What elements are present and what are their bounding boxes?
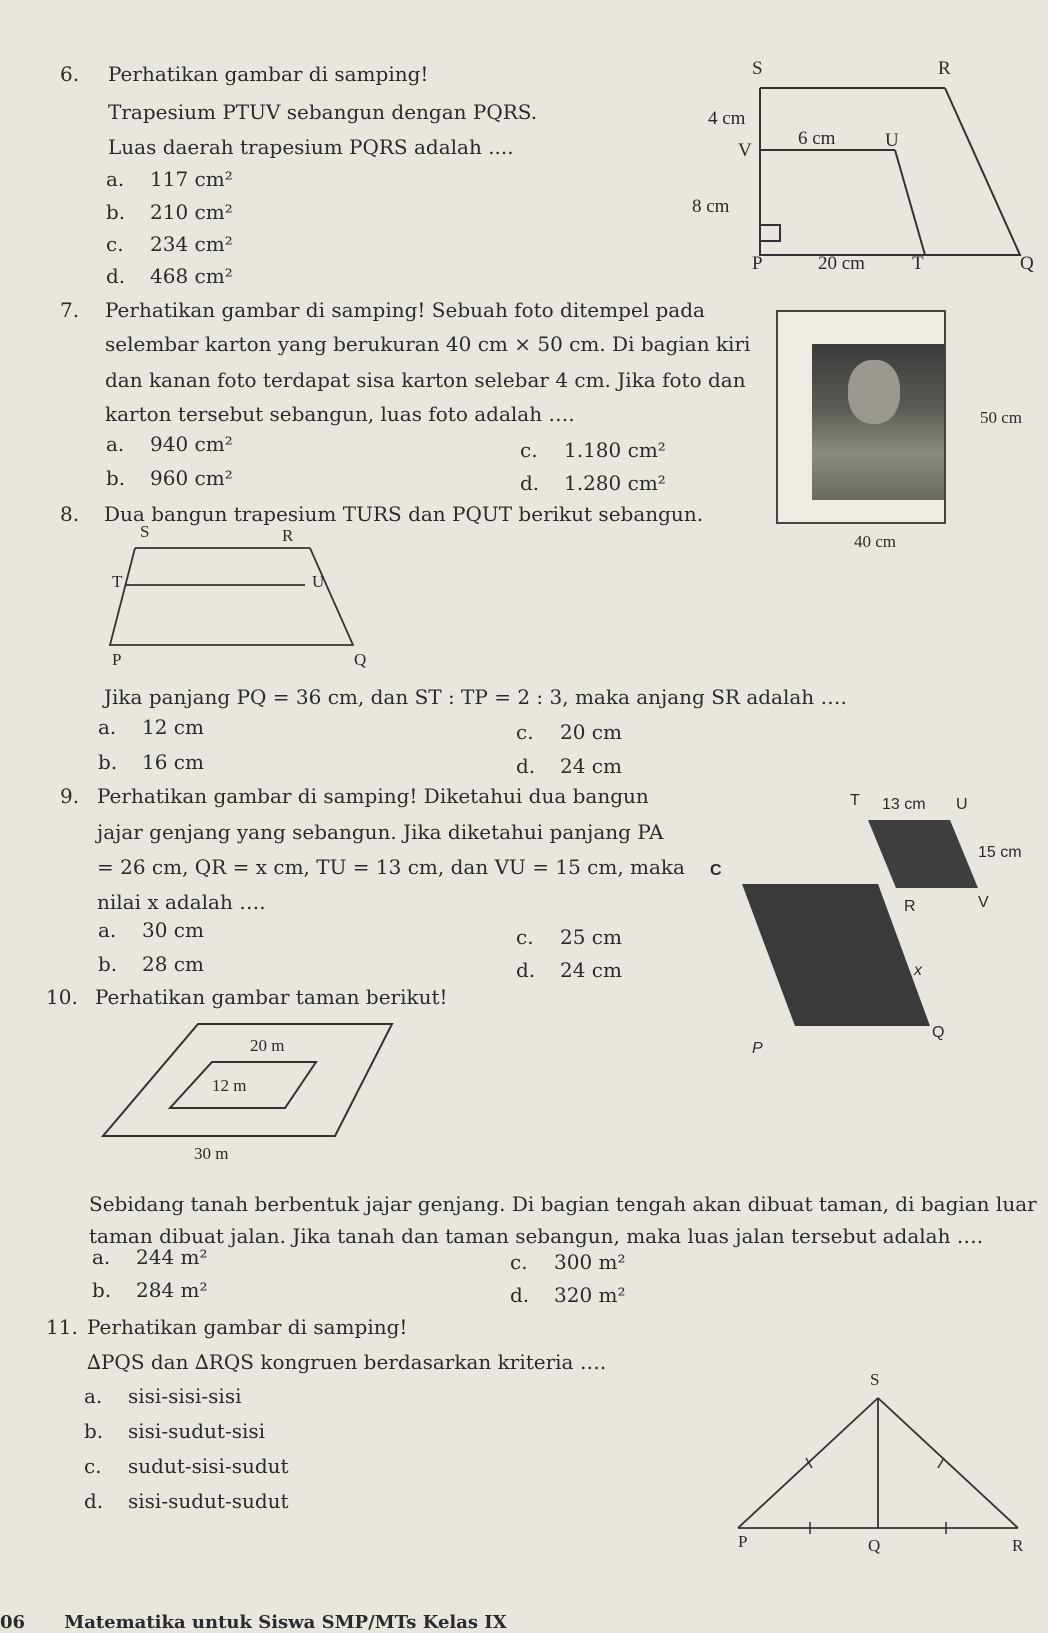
label-inner: 12 m [212,1076,247,1095]
question-number: 6. [60,62,80,86]
label-s: S [140,522,150,541]
option-c[interactable]: c. sudut-sisi-sudut [84,1454,289,1478]
label-height: 50 cm [980,408,1023,427]
book-title: Matematika untuk Siswa SMP/MTs Kelas IX [64,1612,507,1633]
question-text: Perhatikan gambar di samping! [108,62,429,86]
label-bottom: 30 m [194,1144,229,1163]
label-r: R [938,58,951,79]
label-width: 40 cm [854,532,897,551]
question-text: selembar karton yang berukuran 40 cm × 50 cm. Di bagian kiri [105,332,751,356]
question-text: Trapesium PTUV sebangun dengan PQRS. [108,100,538,124]
label-s: S [752,58,763,79]
option-b[interactable]: b. 16 cm [98,750,204,774]
label-q: Q [354,650,367,669]
question-text: Dua bangun trapesium TURS dan PQUT berikut sebangun. [104,502,704,526]
option-a[interactable]: a. 244 m² [92,1245,208,1269]
question-text: Luas daerah trapesium PQRS adalah .... [108,135,514,159]
option-d[interactable]: d. 24 cm [516,754,622,778]
question-text: Jika panjang PQ = 36 cm, dan ST : TP = 2 : 3, maka anjang SR adalah …. [104,685,847,709]
label-c: C [710,862,722,879]
option-c[interactable]: c. 25 cm [516,925,622,949]
label-pv: 8 cm [692,196,730,217]
label-u: U [312,572,325,591]
question-text: Perhatikan gambar taman berikut! [95,985,448,1009]
label-sv: 4 cm [708,108,746,129]
option-d[interactable]: d. sisi-sudut-sudut [84,1489,289,1513]
question-text: jajar genjang yang sebangun. Jika diketahui panjang PA [97,820,664,844]
page-number: 06 [0,1612,26,1633]
label-s: S [870,1370,880,1389]
option-c[interactable]: c. 1.180 cm² [520,438,666,462]
option-b[interactable]: b. 28 cm [98,952,204,976]
label-u: U [956,796,968,813]
label-q: Q [1020,253,1034,274]
option-b[interactable]: b. sisi-sudut-sisi [84,1419,266,1443]
option-a[interactable]: a. 30 cm [98,918,204,942]
option-a[interactable]: a. 12 cm [98,715,204,739]
question-text: taman dibuat jalan. Jika tanah dan taman sebangun, maka luas jalan tersebut adalah …. [89,1224,984,1248]
label-q: Q [868,1536,881,1555]
question-number: 8. [60,502,80,526]
question-text: dan kanan foto terdapat sisa karton selebar 4 cm. Jika foto dan [105,368,746,392]
question-text: Perhatikan gambar di samping! Sebuah foto ditempel pada [105,298,705,322]
page-footer [0,1612,507,1633]
option-a[interactable]: a. sisi-sisi-sisi [84,1384,242,1408]
question-text: = 26 cm, QR = x cm, TU = 13 cm, dan VU = 15 cm, maka [97,855,685,879]
label-top: 20 m [250,1036,285,1055]
option-d[interactable]: d. 24 cm [516,958,622,982]
label-vu: 6 cm [798,128,836,149]
question-number: 10. [46,985,78,1009]
option-b[interactable]: b. 960 cm² [106,466,233,490]
option-d[interactable]: d. 1.280 cm² [520,471,666,495]
label-r: R [904,898,916,915]
question-number: 11. [46,1315,78,1339]
label-p: P [752,253,763,274]
option-b[interactable]: b. 210 cm² [106,200,233,224]
label-t: T [912,253,924,274]
question-text: Perhatikan gambar di samping! Diketahui dua bangun [97,784,649,808]
label-vu: 15 cm [978,844,1022,861]
label-r: R [282,526,294,545]
option-d[interactable]: d. 468 cm² [106,264,233,288]
option-a[interactable]: a. 117 cm² [106,167,233,191]
label-t: T [112,572,123,591]
label-p: P [752,1040,763,1057]
question-text: karton tersebut sebangun, luas foto adalah …. [105,402,575,426]
question-text: ∆PQS dan ∆RQS kongruen berdasarkan kriteria …. [87,1350,607,1374]
label-r: R [1012,1536,1024,1555]
label-p: P [738,1532,748,1551]
label-v: V [738,140,752,161]
option-d[interactable]: d. 320 m² [510,1283,626,1307]
option-b[interactable]: b. 284 m² [92,1278,208,1302]
option-c[interactable]: c. 20 cm [516,720,622,744]
label-u: U [885,130,899,151]
label-x: x [914,962,922,979]
label-tu: 13 cm [882,796,926,813]
question-text: Perhatikan gambar di samping! [87,1315,408,1339]
option-c[interactable]: c. 234 cm² [106,232,233,256]
label-p: P [112,650,122,669]
question-text: nilai x adalah …. [97,890,266,914]
question-text: Sebidang tanah berbentuk jajar genjang. Di bagian tengah akan dibuat taman, di bagian luar [89,1192,1037,1216]
option-a[interactable]: a. 940 cm² [106,432,233,456]
question-number: 9. [60,784,80,808]
option-c[interactable]: c. 300 m² [510,1250,626,1274]
question-number: 7. [60,298,80,322]
label-q: Q [932,1024,945,1041]
label-pt: 20 cm [818,253,865,274]
label-t: T [850,792,860,809]
label-v: V [978,894,989,911]
